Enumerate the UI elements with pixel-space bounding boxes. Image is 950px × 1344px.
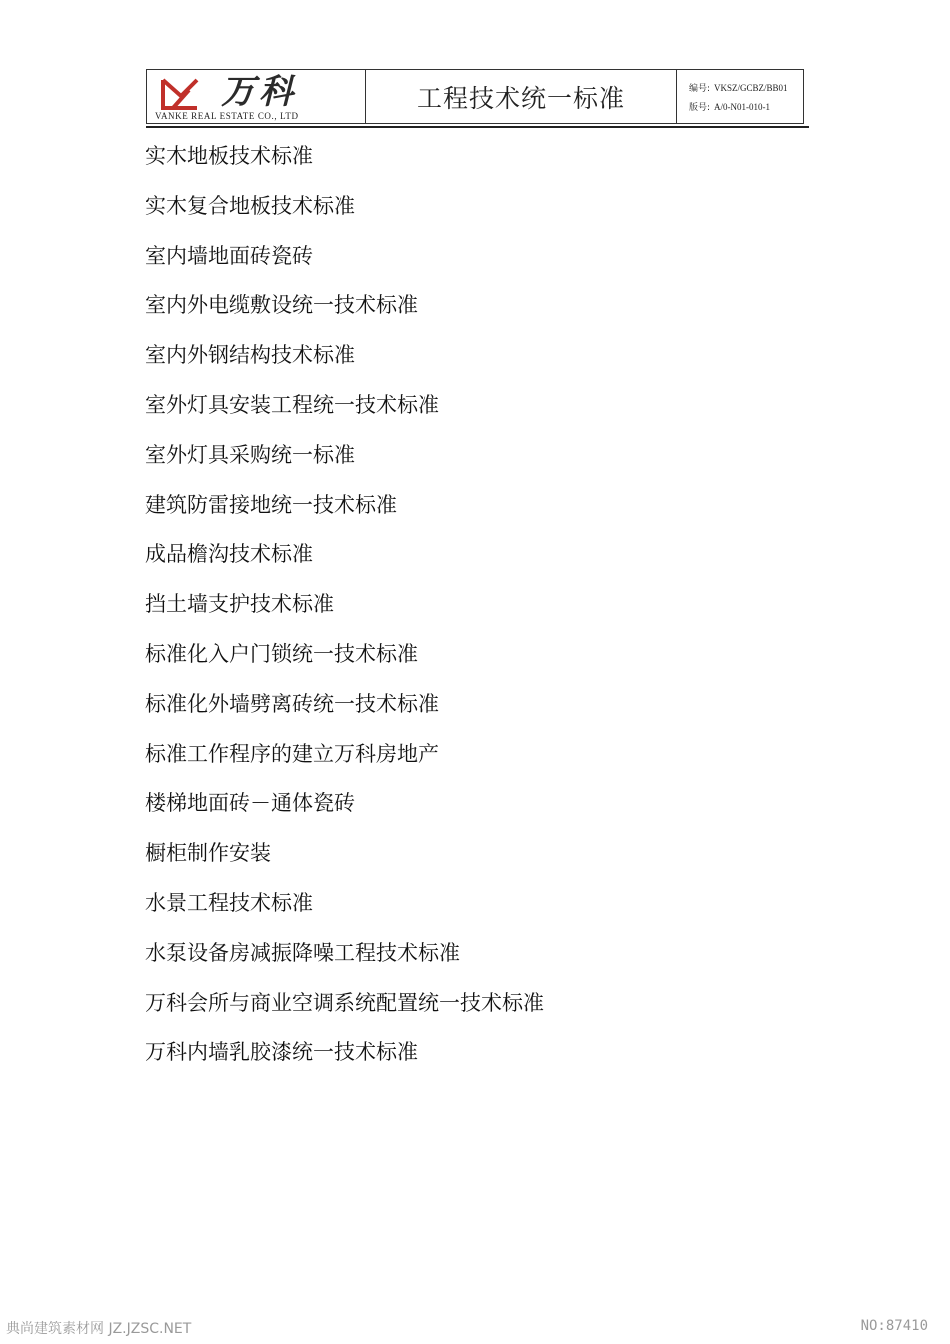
logo-wordmark: 万科 <box>221 72 297 112</box>
list-item[interactable]: 室外灯具采购统一标准 <box>145 442 355 467</box>
company-name: VANKE REAL ESTATE CO., LTD <box>155 111 299 121</box>
version-row <box>689 100 803 113</box>
document-list <box>145 139 544 1085</box>
code-label: 编号: <box>689 83 711 94</box>
list-item[interactable]: 万科内墙乳胶漆统一技术标准 <box>145 1040 418 1065</box>
list-item[interactable]: 万科会所与商业空调系统配置统一技术标准 <box>145 990 544 1015</box>
list-item[interactable]: 橱柜制作安装 <box>145 841 271 866</box>
code-value: VKSZ/GCBZ/BB01 <box>714 82 788 93</box>
list-item[interactable]: 室内外钢结构技术标准 <box>145 343 355 368</box>
list-item[interactable]: 水泵设备房减振降噪工程技术标准 <box>145 940 460 965</box>
footer-number: NO:87410 <box>860 1318 928 1334</box>
list-item[interactable]: 室内外电缆敷设统一技术标准 <box>145 293 418 318</box>
list-item[interactable]: 标准工作程序的建立万科房地产 <box>145 741 439 766</box>
code-row <box>689 81 803 94</box>
list-item[interactable]: 室外灯具安装工程统一技术标准 <box>145 392 439 417</box>
version-label: 版号: <box>689 102 711 113</box>
title-cell <box>366 70 677 123</box>
header-divider <box>146 126 809 128</box>
vanke-logo-icon <box>159 76 201 112</box>
list-item[interactable]: 实木地板技术标准 <box>145 144 313 168</box>
version-value: A/0-N01-010-1 <box>714 101 771 112</box>
list-item[interactable]: 成品檐沟技术标准 <box>145 542 313 567</box>
document-header <box>146 69 804 124</box>
list-item[interactable]: 标准化外墙劈离砖统一技术标准 <box>145 691 439 716</box>
list-item[interactable]: 实木复合地板技术标准 <box>145 193 355 218</box>
document-title: 工程技术统一标准 <box>416 83 625 113</box>
list-item[interactable]: 建筑防雷接地统一技术标准 <box>145 492 397 517</box>
list-item[interactable]: 挡土墙支护技术标准 <box>145 592 334 617</box>
logo-cell <box>147 70 366 123</box>
list-item[interactable]: 室内墙地面砖瓷砖 <box>145 243 313 268</box>
list-item[interactable]: 楼梯地面砖－通体瓷砖 <box>145 791 355 816</box>
list-item[interactable]: 水景工程技术标准 <box>145 890 313 915</box>
list-item[interactable]: 标准化入户门锁统一技术标准 <box>145 641 418 666</box>
footer-watermark: 典尚建筑素材网 JZ.JZSC.NET <box>6 1321 192 1337</box>
meta-cell <box>677 70 803 123</box>
